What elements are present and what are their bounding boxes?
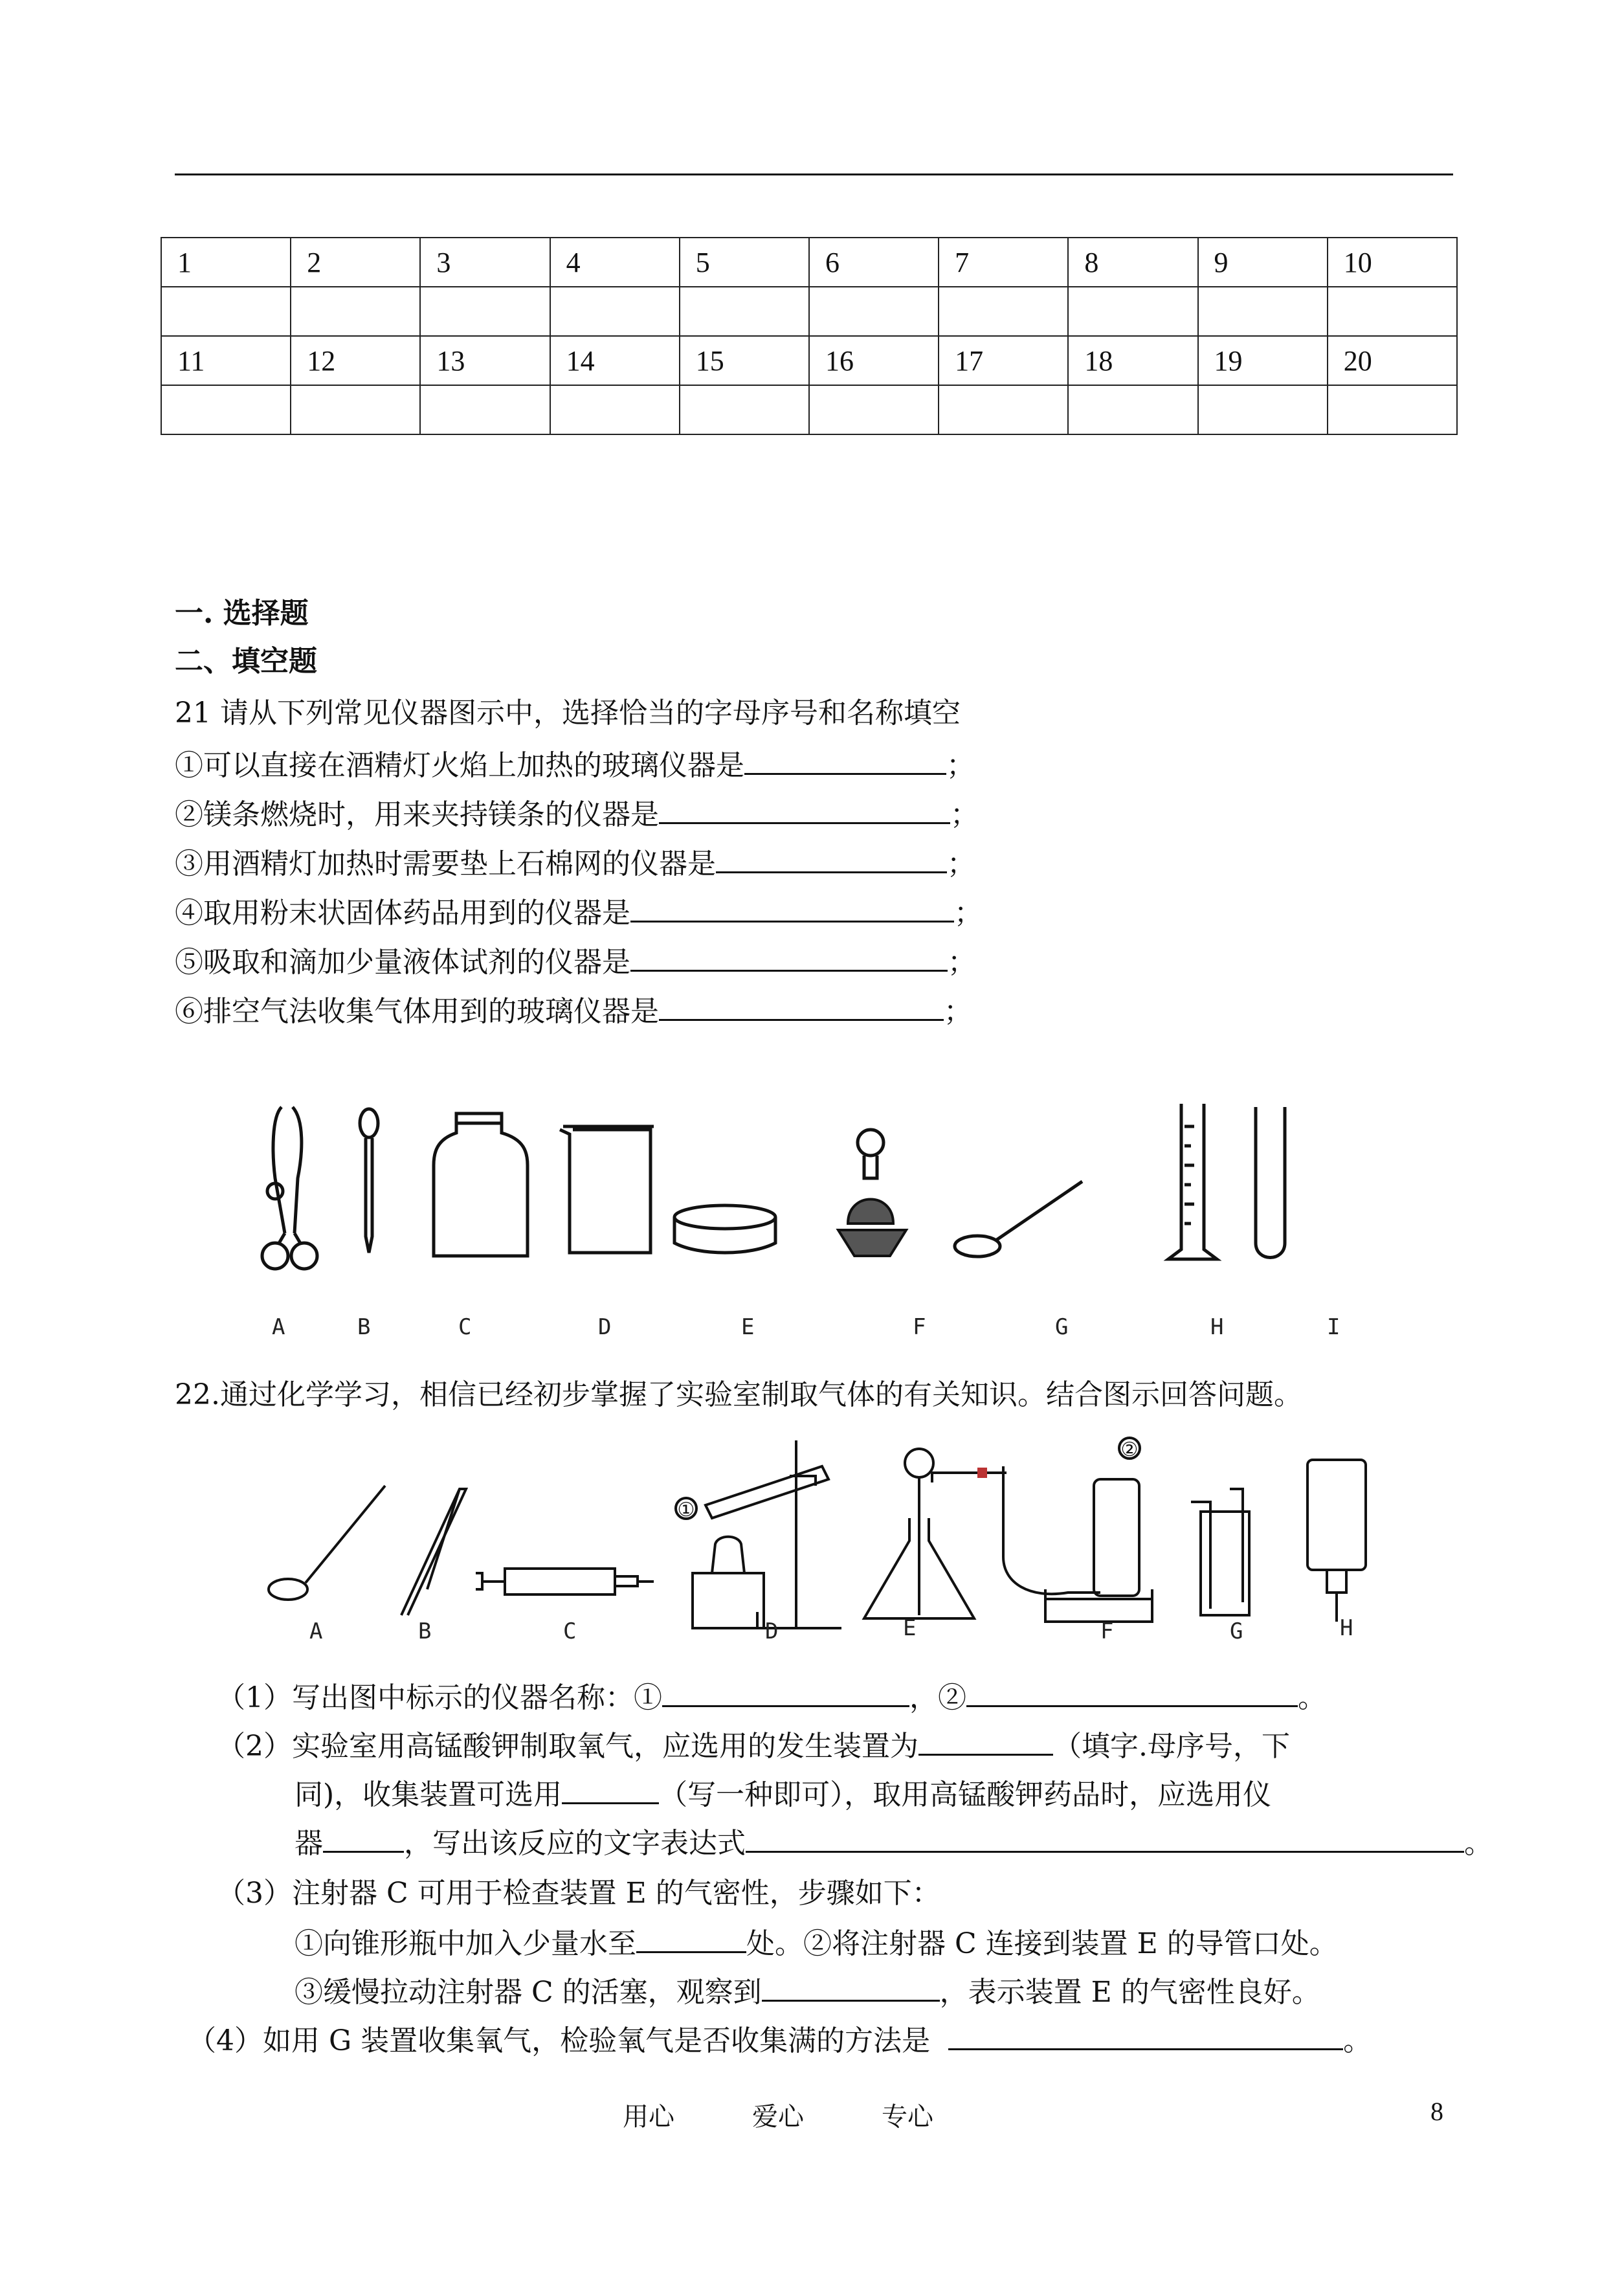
answer-blank[interactable] xyxy=(323,1822,404,1853)
tweezers-icon xyxy=(401,1489,466,1615)
q22-part-2-line-1: （2）实验室用高锰酸钾制取氧气，应选用的发生装置为 （填字.母序号，下 xyxy=(217,1725,1290,1766)
answer-cell[interactable] xyxy=(939,287,1068,336)
answer-blank[interactable] xyxy=(746,1822,1464,1853)
fig22-label-e: E xyxy=(903,1615,917,1641)
answer-blank[interactable] xyxy=(966,1677,1298,1707)
fig21-label-a: A xyxy=(272,1314,285,1340)
answer-blank[interactable] xyxy=(630,892,954,923)
q21-item-6: ⑥排空气法收集气体用到的玻璃仪器是 ； xyxy=(175,990,972,1031)
answer-blank[interactable] xyxy=(562,1774,659,1804)
table-row xyxy=(161,336,1457,385)
answer-cell[interactable] xyxy=(291,287,420,336)
table-cell: 12 xyxy=(291,336,420,385)
q22-intro: 22.通过化学学习，相信已经初步掌握了实验室制取气体的有关知识。结合图示回答问题。 xyxy=(175,1378,1302,1411)
fig22-label-h: H xyxy=(1340,1615,1353,1641)
answer-cell[interactable] xyxy=(1198,287,1328,336)
test-tube-icon xyxy=(1256,1107,1285,1258)
fig22-label-g: G xyxy=(1230,1618,1243,1644)
answer-blank[interactable] xyxy=(762,1971,940,2002)
table-cell: 5 xyxy=(680,238,809,287)
q22-part-3-line-1: （3）注射器 C 可用于检查装置 E 的气密性，步骤如下： xyxy=(217,1877,940,1910)
answer-cell[interactable] xyxy=(1328,385,1457,434)
answer-cell[interactable] xyxy=(680,287,809,336)
q22-part-4: （4）如用 G 装置收集氧气，检验氧气是否收集满的方法是 。 xyxy=(188,2020,1372,2061)
fig21-label-f: F xyxy=(913,1314,926,1340)
answer-cell[interactable] xyxy=(161,385,291,434)
spatula-icon xyxy=(269,1486,385,1600)
fig21-label-g: G xyxy=(1055,1314,1069,1340)
answer-blank[interactable] xyxy=(659,990,944,1021)
answer-cell[interactable] xyxy=(291,385,420,434)
fig22-label-d: D xyxy=(765,1618,779,1644)
table-row xyxy=(161,238,1457,287)
fig21-label-b: B xyxy=(357,1314,371,1340)
crucible-tongs-icon xyxy=(262,1107,317,1269)
answer-cell[interactable] xyxy=(680,385,809,434)
q22-part-2-line-2: 同)，收集装置可选用 （写一种即可），取用高锰酸钾药品时，应选用仪 xyxy=(295,1774,1271,1815)
table-cell: 15 xyxy=(680,336,809,385)
table-cell: 11 xyxy=(161,336,291,385)
q21-instruments-figure xyxy=(246,1094,1359,1282)
wide-mouth-bottle-icon xyxy=(434,1113,528,1256)
fig21-label-h: H xyxy=(1210,1314,1224,1340)
table-cell: 10 xyxy=(1328,238,1457,287)
table-cell: 13 xyxy=(420,336,550,385)
table-cell: 14 xyxy=(550,336,680,385)
q21-item-1: ①可以直接在酒精灯火焰上加热的玻璃仪器是 ； xyxy=(175,744,975,785)
dropper-icon xyxy=(360,1109,378,1253)
section-heading-choice: 一. 选择题 xyxy=(175,597,309,630)
answer-blank[interactable] xyxy=(662,1677,909,1707)
footer-motto-1: 用心 xyxy=(623,2102,674,2132)
lamp-body-icon xyxy=(838,1200,906,1257)
q21-item-3: ③用酒精灯加热时需要垫上石棉网的仪器是 ； xyxy=(175,843,975,884)
table-cell: 18 xyxy=(1068,336,1197,385)
heating-apparatus-icon xyxy=(693,1440,841,1628)
table-cell: 17 xyxy=(939,336,1068,385)
header-rule xyxy=(175,173,1453,175)
answer-blank[interactable] xyxy=(636,1923,746,1953)
answer-cell[interactable] xyxy=(1068,385,1197,434)
table-cell: 9 xyxy=(1198,238,1328,287)
table-cell: 4 xyxy=(550,238,680,287)
fig22-label-f: F xyxy=(1100,1618,1114,1644)
fig21-label-i: I xyxy=(1327,1314,1340,1340)
table-cell: 20 xyxy=(1328,336,1457,385)
answer-blank[interactable] xyxy=(918,1725,1053,1756)
water-trough-icon xyxy=(1003,1466,1152,1622)
q22-part-2-line-3: 器 ，写出该反应的文字表达式 。 xyxy=(295,1822,1493,1863)
answer-blank[interactable] xyxy=(659,794,950,824)
table-cell: 1 xyxy=(161,238,291,287)
syringe-icon xyxy=(476,1569,654,1594)
answer-cell[interactable] xyxy=(809,385,939,434)
table-row-answer xyxy=(161,287,1457,336)
marker-1-label: ① xyxy=(677,1499,695,1521)
table-cell: 8 xyxy=(1068,238,1197,287)
gas-bottle-icon xyxy=(1191,1489,1249,1615)
clamp-icon xyxy=(977,1468,987,1478)
alcohol-lamp-icon xyxy=(858,1130,884,1178)
fig22-label-b: B xyxy=(418,1618,432,1644)
q21-item-4: ④取用粉末状固体药品用到的仪器是 ； xyxy=(175,892,983,933)
page-number: 8 xyxy=(1430,2097,1443,2126)
answer-blank[interactable] xyxy=(948,2020,1343,2050)
dish-icon xyxy=(674,1205,775,1253)
answer-cell[interactable] xyxy=(939,385,1068,434)
answer-blank[interactable] xyxy=(630,941,948,972)
q21-item-2: ②镁条燃烧时，用来夹持镁条的仪器是 ； xyxy=(175,794,979,834)
q21-intro: 21 请从下列常见仪器图示中，选择恰当的字母序号和名称填空 xyxy=(175,697,961,730)
answer-blank[interactable] xyxy=(744,744,946,775)
table-row-answer xyxy=(161,385,1457,434)
answer-cell[interactable] xyxy=(161,287,291,336)
answer-cell[interactable] xyxy=(420,287,550,336)
q22-apparatus-figure xyxy=(259,1427,1398,1635)
answer-table xyxy=(161,237,1458,435)
table-cell: 3 xyxy=(420,238,550,287)
answer-cell[interactable] xyxy=(809,287,939,336)
table-cell: 6 xyxy=(809,238,939,287)
beaker-icon xyxy=(560,1126,654,1253)
section-heading-fill: 二、填空题 xyxy=(175,645,317,678)
answer-cell[interactable] xyxy=(550,385,680,434)
medicine-spoon-icon xyxy=(955,1181,1082,1257)
footer-motto-3: 专心 xyxy=(882,2102,933,2132)
fig21-label-e: E xyxy=(741,1314,755,1340)
answer-cell[interactable] xyxy=(420,385,550,434)
table-cell: 16 xyxy=(809,336,939,385)
marker-2-label: ② xyxy=(1120,1438,1139,1461)
footer-motto-2: 爱心 xyxy=(752,2102,804,2132)
fig21-label-c: C xyxy=(458,1314,472,1340)
table-cell: 7 xyxy=(939,238,1068,287)
q22-part-3-line-3: ③缓慢拉动注射器 C 的活塞，观察到 ，表示装置 E 的气密性良好。 xyxy=(295,1971,1320,2012)
measuring-cylinder-icon xyxy=(1168,1104,1217,1259)
inverted-bottle-icon xyxy=(1307,1460,1366,1622)
fig22-label-c: C xyxy=(563,1618,577,1644)
answer-blank[interactable] xyxy=(716,843,947,873)
q22-part-1: （1）写出图中标示的仪器名称：① ，② 。 xyxy=(217,1677,1326,1717)
table-cell: 2 xyxy=(291,238,420,287)
fig21-label-d: D xyxy=(598,1314,612,1340)
answer-cell[interactable] xyxy=(1198,385,1328,434)
table-cell: 19 xyxy=(1198,336,1328,385)
q22-part-3-line-2: ①向锥形瓶中加入少量水至 处。②将注射器 C 连接到装置 E 的导管口处。 xyxy=(295,1923,1338,1963)
answer-cell[interactable] xyxy=(550,287,680,336)
fig22-label-a: A xyxy=(309,1618,323,1644)
answer-cell[interactable] xyxy=(1068,287,1197,336)
q21-item-5: ⑤吸取和滴加少量液体试剂的仪器是 ； xyxy=(175,941,976,982)
answer-cell[interactable] xyxy=(1328,287,1457,336)
